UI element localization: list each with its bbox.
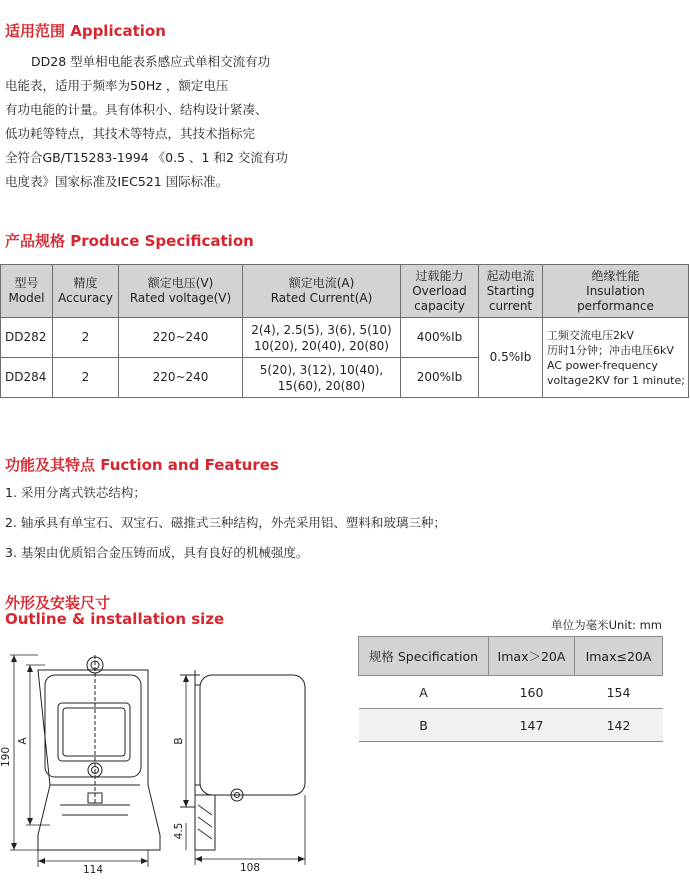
size-cell: 160 [489,676,575,709]
cell-current: 2(4), 2.5(5), 3(6), 5(10) 10(20), 20(40), 20(80) [243,318,401,358]
application-line: 低功耗等特点，其技术等特点，其技术指标完 [5,126,256,141]
size-cell: 147 [489,709,575,742]
cell-current: 5(20), 3(12), 10(40), 15(60), 20(80) [243,358,401,398]
cell-insulation: 工频交流电压2kV 历时1分钟；冲击电压6kV AC power-frequency voltage2KV for 1 minute; [543,318,689,398]
outline-title-en: Outline & installation size [5,610,225,628]
cell-model: DD284 [1,358,53,398]
header-imax-gt-20a: Imax＞20A [489,637,575,676]
unit-label: 单位为毫米Unit: mm [551,618,662,632]
front-view [38,655,160,850]
cell-accuracy: 2 [53,318,119,358]
size-cell: 154 [575,676,663,709]
application-line: 电能表，适用于频率为50Hz ，额定电压 [5,78,229,93]
dim-b: B [173,737,185,745]
cell-overload: 400%Ib [401,318,479,358]
feature-item: 2. 轴承具有单宝石、双宝石、磁推式三种结构，外壳采用铝、塑料和玻璃三种； [5,515,446,530]
application-title: 适用范围 Application [5,22,166,40]
header-overload: 过载能力 Overload capacity [401,265,479,318]
cell-starting: 0.5%Ib [479,318,543,398]
header-voltage: 额定电压(V) Rated voltage(V) [119,265,243,318]
header-model: 型号 Model [1,265,53,318]
outline-drawing [0,645,345,895]
size-cell: A [359,676,489,709]
table-row [359,709,663,742]
cell-accuracy: 2 [53,358,119,398]
spec-title: 产品规格 Produce Specification [5,232,254,250]
cell-voltage: 220~240 [119,318,243,358]
dim-width-114: 114 [82,864,104,876]
table-row [1,318,689,358]
spec-table [0,264,689,398]
header-starting: 起动电流 Starting current [479,265,543,318]
dimension-lines [10,655,305,867]
header-current: 额定电流(A) Rated Current(A) [243,265,401,318]
features-title: 功能及其特点 Fuction and Features [5,456,279,474]
application-line: DD28 型单相电能表系感应式单相交流有功 [31,54,271,69]
outline-title-cn: 外形及安装尺寸 [5,594,111,612]
cell-voltage: 220~240 [119,358,243,398]
dim-height-190: 190 [0,746,12,768]
application-line: 全符合GB/T15283-1994 《0.5 、1 和2 交流有功 [5,150,288,165]
size-header-row [359,637,663,676]
size-cell: B [359,709,489,742]
feature-item: 3. 基架由优质铝合金压铸而成，具有良好的机械强度。 [5,545,309,560]
feature-item: 1. 采用分离式铁芯结构； [5,485,146,500]
application-paragraph [5,50,335,194]
header-accuracy: 精度 Accuracy [53,265,119,318]
table-row [359,676,663,709]
header-specification: 规格 Specification [359,637,489,676]
size-cell: 142 [575,709,663,742]
application-line: 电度表》国家标准及IEC521 国际标准。 [5,174,229,189]
spec-header-row [1,265,689,318]
dim-a: A [17,737,29,745]
dim-gap-4-5: 4.5 [173,822,185,840]
cell-overload: 200%Ib [401,358,479,398]
size-table [358,636,663,742]
application-line: 有功电能的计量。具有体积小、结构设计紧凑、 [5,102,268,117]
side-view [180,670,305,850]
cell-model: DD282 [1,318,53,358]
header-imax-le-20a: Imax≤20A [575,637,663,676]
header-insulation: 绝缘性能 Insulation performance [543,265,689,318]
dimension-arrows [11,655,305,864]
dim-depth-108: 108 [239,862,261,874]
